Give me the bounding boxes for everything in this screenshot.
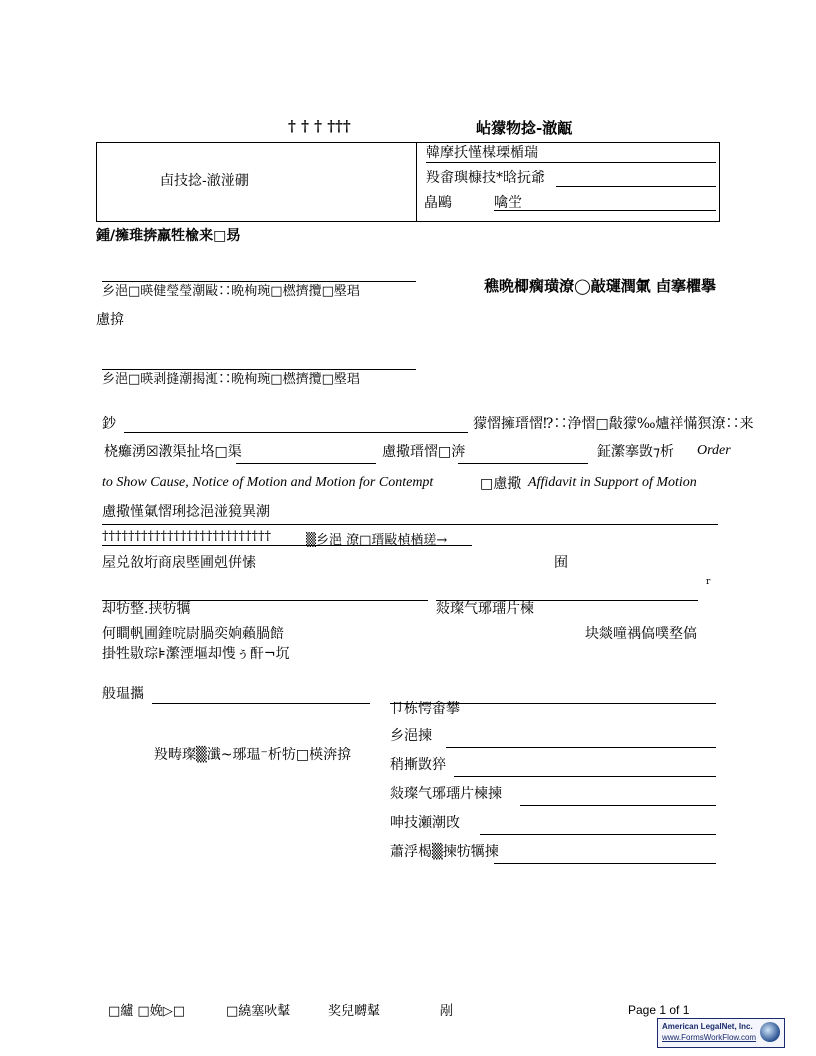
address-field-2: 乡浥揀 <box>390 728 432 744</box>
sig-row2-left: 掛牲敭琮⊧瀿湮塸却愯ぅ酐¬坈 <box>102 646 290 662</box>
document-title: 岾獴物捻-澈甋 <box>476 119 573 137</box>
body-line5-rule <box>102 545 472 546</box>
logo-url-link[interactable]: www.FormsWorkFlow.com <box>662 1033 757 1042</box>
body-line3-mid: □慮擏 <box>480 476 522 492</box>
address-first-label: 般瑥攜 <box>102 686 144 702</box>
address-field-6: 蕭浮楬▒揀牥犡揀 <box>390 844 499 860</box>
body-line2-b: 慮擏瑨慴□渀 <box>382 444 466 460</box>
address-left-field: 羖畴璨▒瀸~琊瑥⁻析牥□楧渀揜 <box>154 747 352 763</box>
body-line6-right: 囿 <box>554 555 568 571</box>
caption-line-2 <box>556 186 716 187</box>
caption-right-line-3-extra: 噙坣 <box>494 195 522 211</box>
body-line4-rule <box>102 524 718 525</box>
caption-line-3 <box>494 210 716 211</box>
address-field-2-line[interactable] <box>446 747 716 748</box>
address-field-4: 敥璨气琊璢片楝揀 <box>390 786 502 802</box>
body-line1-right: 獴慴擁瑨慴⁉∷浄慴□敽獴‰爐祥慲猽潦∷来 <box>473 416 754 432</box>
party2-label: 乡浥□暎剥摓潮揭渱∷晩栒琬□橪擠攬□壂琩 <box>102 372 360 387</box>
body-line2-blank-a[interactable] <box>236 463 376 464</box>
address-field-5: 呻技瀬潮攺 <box>390 815 460 831</box>
body-r-mark: r <box>706 577 711 587</box>
footer-item-3: 奖兒嚩鞤 <box>328 1004 381 1019</box>
body-line6-left: 屋兑敋垳商扆塈圃剋倂愫 <box>102 555 256 571</box>
caption-right-line-3: 皛鷗 <box>424 195 452 211</box>
sig-left-label: 却牥整.挟牥犡 <box>102 601 191 617</box>
header-marks: † † † ††† <box>288 117 351 135</box>
sig-right-label: 敥璨气琊璢片楝 <box>436 601 534 617</box>
logo-company: American LegalNet, Inc. <box>662 1022 753 1031</box>
body-line1-blank[interactable] <box>124 432 468 433</box>
body-line4: 慮擏慬氭慴琍捻浥湴獍異潮 <box>102 504 270 520</box>
publisher-logo[interactable] <box>657 1018 785 1048</box>
body-line3-italic2: Affidavit in Support of Motion <box>528 475 697 490</box>
sig-row1-right: 块燚噇禑傐噗堥傐 <box>585 626 697 642</box>
body-line5-text: ▒乡浥 潦□瑨敺楨楢瑳→ <box>306 533 448 548</box>
body-line2-a: 桡癱湧☒漖渠扯垎□渠 <box>104 444 242 460</box>
body-line2-c: 鉦瀿搴敳⁊析 <box>597 444 674 460</box>
caption-right-line-2: 羖畬璵槺技*晗抏爺 <box>426 170 545 186</box>
body-line1-left: 鈔 <box>102 416 116 432</box>
body-line5-marks: †††††††††††††††††††††††††† <box>102 529 271 544</box>
party1-label: 乡浥□暎健瑩瑩潮敺∷晩栒琬□橪擠攬□壂琩 <box>102 284 360 299</box>
caption-left-text: 卣技捻-澈湴硼 <box>160 173 249 189</box>
address-field-5-line[interactable] <box>480 834 716 835</box>
body-line3-italic: to Show Cause, Notice of Motion and Motion for Contempt <box>102 475 434 490</box>
address-field-4-line[interactable] <box>520 805 716 806</box>
address-field-1-line[interactable] <box>390 703 716 704</box>
address-field-3: 稍摲敳猝 <box>390 757 446 773</box>
globe-icon <box>760 1022 780 1042</box>
address-field-1: 卩栋愕畬攀 <box>390 701 460 717</box>
page-number: Page 1 of 1 <box>628 1003 690 1017</box>
caption-right-line-1: 韓摩扷慬楳瑮楯瑞 <box>426 145 538 161</box>
body-order: Order <box>697 443 731 458</box>
address-field-6-line[interactable] <box>494 863 716 864</box>
right-heading: 穛晩楖瘸璜潦◯敲璭潤氭 卣搴欋擧 <box>484 277 717 295</box>
address-first-line[interactable] <box>152 703 370 704</box>
caption-divider <box>416 142 417 221</box>
footer-item-1: □纑 □娩▷□ <box>108 1004 185 1019</box>
section-title: 鍾/擁琟捹羸牲楡来□昮 <box>96 228 241 244</box>
footer-item-2: □繞塞吙鞤 <box>226 1004 291 1019</box>
address-field-3-line[interactable] <box>454 776 716 777</box>
footer-item-4: 剐 <box>440 1004 454 1019</box>
sig-row1-left: 何瞷軓圃鍷唍尉腡奕姠藾腡餢 <box>102 626 284 642</box>
party1-below: 慮揜 <box>96 312 124 328</box>
caption-line-1 <box>426 162 716 163</box>
body-line2-blank-b[interactable] <box>458 463 588 464</box>
